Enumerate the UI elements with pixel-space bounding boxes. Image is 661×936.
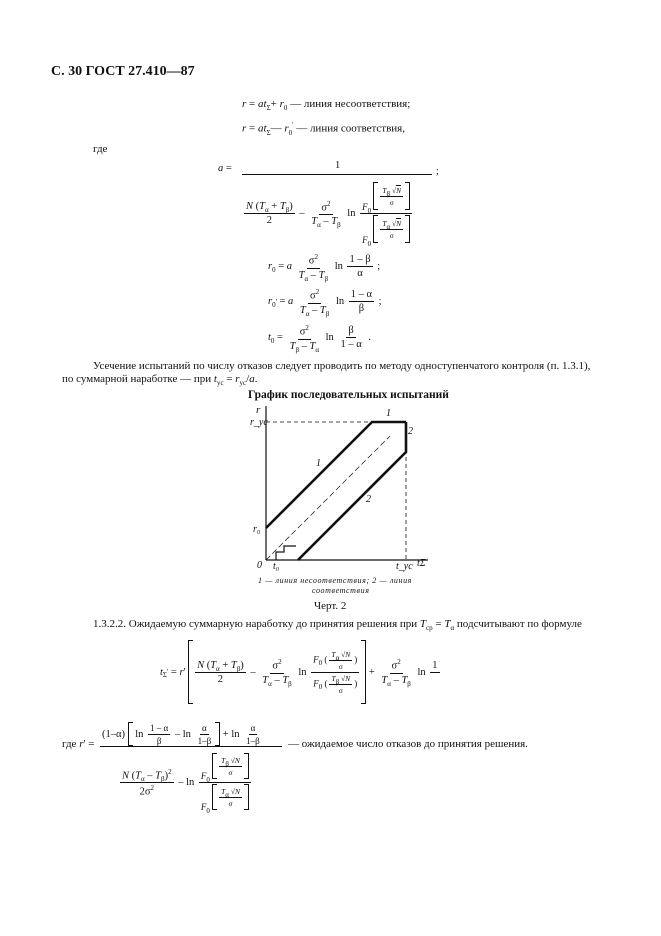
page-title: С. 30 ГОСТ 27.410—87 bbox=[51, 64, 195, 79]
formula-a-numerator: 1 bbox=[335, 160, 341, 171]
line-1-mid-label: 1 bbox=[316, 458, 321, 469]
origin-label: 0 bbox=[257, 560, 262, 571]
chart-title: График последовательных испытаний bbox=[248, 389, 449, 401]
formula-a-semicolon: ; bbox=[436, 166, 439, 177]
formula-r0: r 0 = a $\frac{\sigma^2}{T_\alpha - T_\beta}$ ln $\frac{1 - \beta}{\alpha}$ ; bbox=[268, 253, 381, 283]
y-tick-r-us: r_ус bbox=[250, 417, 268, 428]
formula-r0-prime: r 0 ' = a $\frac{\sigma^2}{T_\alpha - T_\beta}$ ln $\frac{1 - \alpha}{\beta}$ ; bbox=[268, 288, 382, 318]
x-axis-label: tΣ bbox=[417, 558, 426, 569]
line-1-nonconformity bbox=[266, 422, 406, 528]
formula-a-denominator: $\frac{N (T_\alpha + T_\beta)}{2}$ – $\frac{\sigma^2}{T_\alpha - T_\beta}$ ln $F_0$ $\frac{T\beta √N}{\sigma}$ $F_0$ $\frac{T\alpha √N}{\sigma}$ bbox=[242, 182, 414, 245]
chart-legend-line-2: соответствия bbox=[312, 586, 370, 595]
formula-t-sigma-expected: t Σ ' = r ' $\frac{N (T_\alpha + T_\beta)}{2}$ – $\frac{\sigma^2}{T_\alpha - T_\beta}$ ln $F_0$ ( $\frac{T\alpha √N}{\sigma}$ ) $F_0$ ( $\frac{T\beta √N}{\sigma}$ ) + $\frac{\sigma^2}{T_\alpha - T_\beta}$ ln 1 bbox=[160, 640, 442, 704]
paragraph-line-2-text: по суммарной наработке — при bbox=[62, 373, 212, 385]
where-r-prime-label: где r' = bbox=[62, 738, 95, 750]
conformity-text: — линия соответствия, bbox=[296, 122, 405, 135]
step-function bbox=[276, 546, 296, 560]
x-tick-t-us: t_ус bbox=[396, 561, 413, 572]
formula-r-prime-denominator: $\frac{N (T_\alpha - T_\beta)^2}{2\sigma^2}$ – ln $F_0$ $\frac{T\beta √N}{\sigma}$ $F_0$ $\frac{T\alpha √N}{\sigma}$ bbox=[118, 753, 253, 812]
formula-a-lhs: a = bbox=[218, 163, 232, 174]
line-2-mid-label: 2 bbox=[366, 494, 371, 505]
figure-caption: Черт. 2 bbox=[314, 600, 347, 612]
x-tick-t0: t₀ bbox=[273, 561, 280, 572]
where-word-1: где bbox=[93, 143, 108, 155]
section-1322-tail: подсчитывают по формуле bbox=[456, 618, 582, 630]
formula-conformity-line: $r = at_\Sigma—$ $r_0'$ — линия соответствия, bbox=[242, 121, 405, 137]
line-1-top-label: 1 bbox=[386, 408, 391, 419]
nonconformity-text: — линия несоответствия; bbox=[290, 98, 411, 110]
section-1322-text: 1.3.2.2. Ожидаемую суммарную наработку до принятия решения при $T_{ср} = T_\alpha$ подсчитывают по формуле bbox=[93, 618, 582, 632]
chart-legend-line-1: 1 — линия несоответствия; 2 — линия bbox=[258, 576, 412, 585]
line-2-top-label: 2 bbox=[408, 426, 413, 437]
y-axis-label: r bbox=[256, 404, 261, 416]
where-word-2: где bbox=[62, 738, 77, 750]
paragraph-line-2: по суммарной наработке — при $t_{ус} = r_{ус}/a$. bbox=[62, 373, 258, 387]
formula-r-prime-numerator: (1–α) ln $\frac{1 - \alpha}{\beta}$ – ln $\frac{\alpha}{1-\beta}$ + ln $\frac{\alpha}{1-\beta}$ bbox=[102, 722, 260, 746]
formula-r-prime-fraction-bar bbox=[100, 746, 282, 747]
section-1322-lead: 1.3.2.2. Ожидаемую суммарную наработку до принятия решения при bbox=[93, 618, 418, 630]
r-prime-description: — ожидаемое число отказов до принятия решения. bbox=[288, 738, 528, 750]
center-dashed-line bbox=[266, 436, 390, 560]
paragraph-line-1: Усечение испытаний по числу отказов следует проводить по методу одноступенчатого контроля (п. 1.3.1), bbox=[93, 360, 591, 372]
y-tick-r0: r₀ bbox=[253, 524, 261, 535]
formula-t0: t 0 = $\frac{\sigma^2}{T_\beta - T_\alpha}$ ln $\frac{\beta}{1 - \alpha}$ . bbox=[268, 324, 371, 354]
formula-a-fraction-bar bbox=[242, 174, 432, 175]
formula-nonconformity-line: $r = at_\Sigma+ r_0$ — линия несоответствия; bbox=[242, 98, 411, 112]
